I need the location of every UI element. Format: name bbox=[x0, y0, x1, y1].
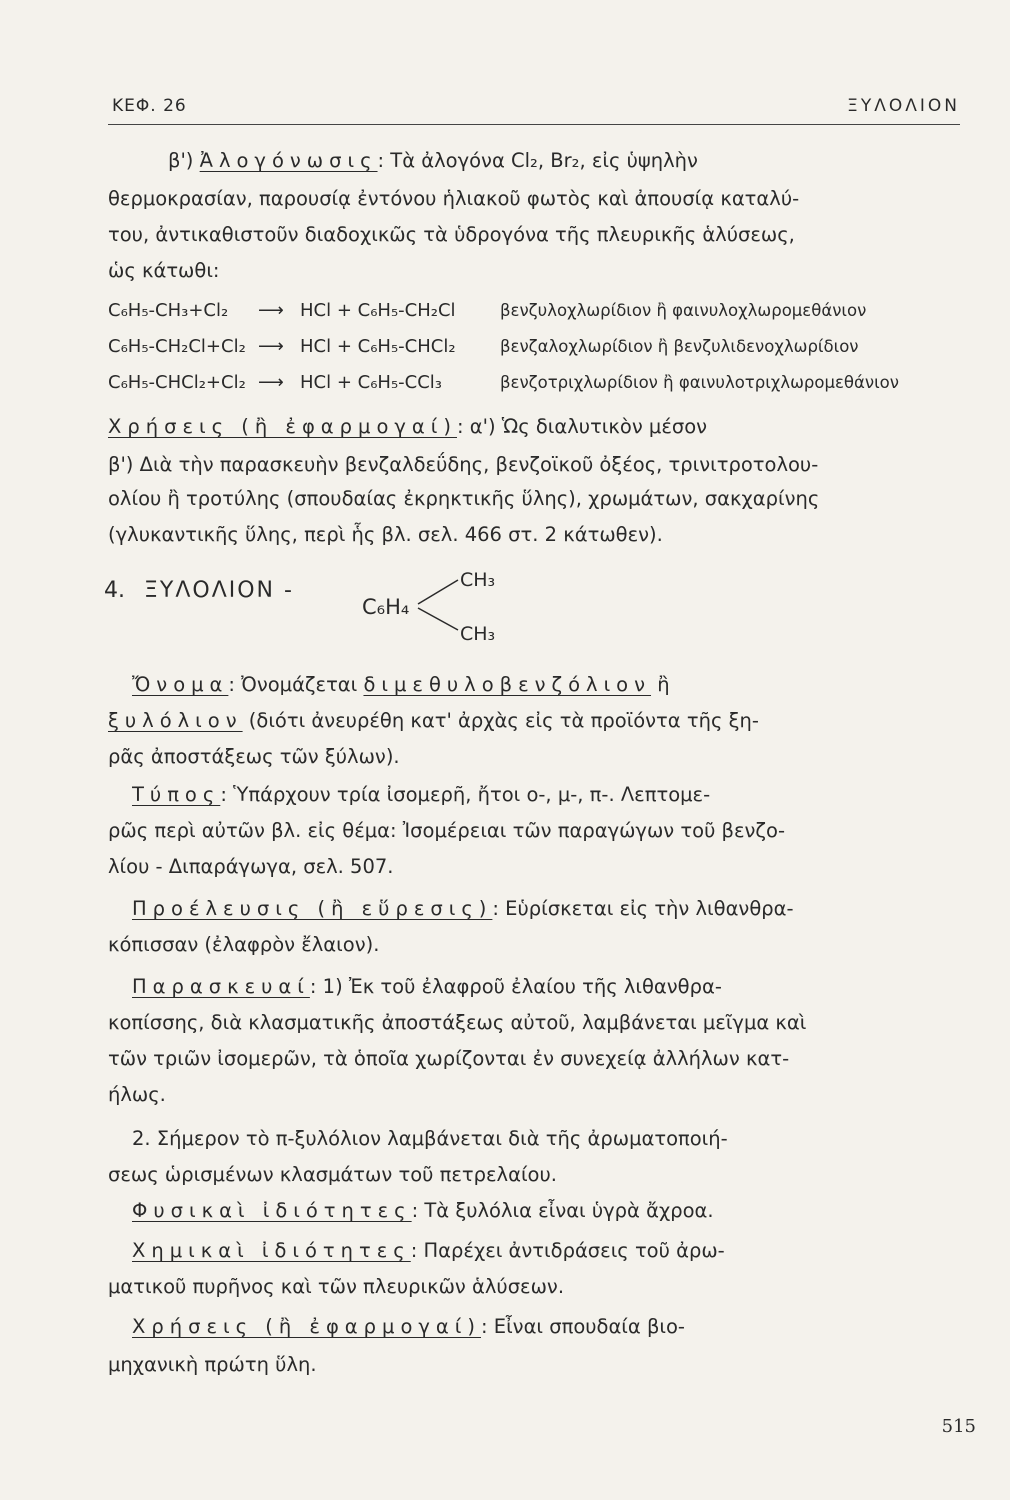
bond-line bbox=[418, 608, 458, 630]
chemical-properties-line bbox=[132, 1236, 992, 1266]
xylene-structure bbox=[362, 564, 502, 644]
physical-properties-line bbox=[132, 1196, 992, 1226]
text-line bbox=[108, 706, 968, 736]
reaction-2 bbox=[108, 332, 968, 362]
reaction-3 bbox=[108, 368, 968, 398]
type-heading: Τύπος bbox=[132, 783, 221, 806]
preparation-line bbox=[132, 972, 992, 1002]
product-name: βενζυλοχλωρίδιον ἢ φαινυλοχλωρομεθάνιον bbox=[500, 301, 867, 320]
applications-line bbox=[132, 1312, 992, 1342]
compound-title: ΞΥΛΟΛΙΟΝ - bbox=[144, 578, 294, 603]
section-title: ΞΥΛΟΛΙΟΝ bbox=[847, 96, 960, 116]
uses-line bbox=[108, 412, 968, 442]
text-line: β') Διὰ τὴν παρασκευὴν βενζαλδεΰδης, βενζοϊκοῦ ὀξέος, τρινιτροτολου- bbox=[108, 453, 819, 476]
halogenation-heading-line bbox=[168, 146, 1010, 176]
page-number: 515 bbox=[941, 1416, 976, 1437]
product-name: βενζαλοχλωρίδιον ἢ βενζυλιδενοχλωρίδιον bbox=[500, 337, 859, 356]
reactants: C₆H₅-CH₃+Cl₂ bbox=[108, 300, 229, 321]
chemical-properties-heading: Χημικαὶ ἰδιότητες bbox=[132, 1239, 411, 1262]
uses-heading: Χρήσεις (ἢ ἐφαρμογαί) bbox=[108, 415, 457, 438]
systematic-name: διμεθυλοβενζόλιον bbox=[363, 673, 652, 696]
text-segment: : 1) Ἐκ τοῦ ἐλαφροῦ ἐλαίου τῆς λιθανθρα- bbox=[309, 975, 722, 998]
arrow-icon: ⟶ bbox=[258, 372, 284, 393]
common-name: ξυλόλιον bbox=[108, 709, 243, 732]
origin-heading: Προέλευσις (ἢ εὕρεσις) bbox=[132, 897, 493, 920]
type-line bbox=[132, 780, 992, 810]
text-line: σεως ὡρισμένων κλασμάτων τοῦ πετρελαίου. bbox=[108, 1163, 557, 1186]
reaction-1 bbox=[108, 296, 968, 326]
preparation-heading: Παρασκευαί bbox=[132, 975, 310, 998]
text-segment: : Εἶναι σπουδαία βιο- bbox=[480, 1315, 685, 1338]
products: HCl + C₆H₅-CH₂Cl bbox=[300, 300, 456, 321]
text-line: ολίου ἢ τροτύλης (σπουδαίας ἐκρηκτικῆς ὕλης), χρωμάτων, σακχαρίνης bbox=[108, 487, 820, 510]
name-line bbox=[132, 670, 992, 700]
text-line: μηχανικὴ πρώτη ὕλη. bbox=[108, 1353, 317, 1376]
text-segment: : Ὀνομάζεται bbox=[228, 673, 364, 696]
methyl-group: CH₃ bbox=[460, 569, 496, 591]
text-line: του, ἀντικαθιστοῦν διαδοχικῶς τὰ ὑδρογόνα τῆς πλευρικῆς ἁλύσεως, bbox=[108, 223, 795, 246]
header-rule bbox=[108, 124, 960, 125]
methyl-group: CH₃ bbox=[460, 623, 496, 644]
products: HCl + C₆H₅-CCl₃ bbox=[300, 372, 443, 393]
text-segment: (διότι ἀνευρέθη κατ' ἀρχὰς εἰς τὰ προϊόντα τῆς ξη- bbox=[242, 709, 759, 732]
text-line: κόπισσαν (ἐλαφρὸν ἔλαιον). bbox=[108, 933, 380, 956]
reactants: C₆H₅-CHCl₂+Cl₂ bbox=[108, 372, 246, 393]
text-line: ρᾶς ἀποστάξεως τῶν ξύλων). bbox=[108, 745, 400, 768]
text-segment: : Τὰ ἀλογόνα Cl₂, Br₂, εἰς ὑψηλὴν bbox=[377, 149, 698, 172]
item-marker: β') bbox=[168, 149, 200, 172]
name-heading: Ὄνομα bbox=[132, 673, 229, 696]
text-segment: ἢ bbox=[651, 673, 670, 696]
text-line: ὡς κάτωθι: bbox=[108, 259, 220, 282]
halogenation-heading: Ἀλογόνωσις bbox=[199, 149, 378, 172]
origin-line bbox=[132, 894, 992, 924]
text-line: (γλυκαντικῆς ὕλης, περὶ ἧς βλ. σελ. 466 στ. 2 κάτωθεν). bbox=[108, 523, 663, 546]
text-line: θερμοκρασίαν, παρουσίᾳ ἐντόνου ἡλιακοῦ φωτὸς καὶ ἀπουσίᾳ καταλύ- bbox=[108, 187, 800, 210]
product-name: βενζοτριχλωρίδιον ἢ φαινυλοτριχλωρομεθάνιον bbox=[500, 373, 899, 392]
applications-heading: Χρήσεις (ἢ ἐφαρμογαί) bbox=[132, 1315, 481, 1338]
text-segment: : α') Ὡς διαλυτικὸν μέσον bbox=[456, 415, 708, 438]
text-line: ματικοῦ πυρῆνος καὶ τῶν πλευρικῶν ἁλύσεων. bbox=[108, 1275, 565, 1298]
products: HCl + C₆H₅-CHCl₂ bbox=[300, 336, 456, 357]
text-segment: : Παρέχει ἀντιδράσεις τοῦ ἀρω- bbox=[410, 1239, 725, 1262]
text-line: ήλως. bbox=[108, 1083, 166, 1106]
text-segment: : Εὑρίσκεται εἰς τὴν λιθανθρα- bbox=[492, 897, 794, 920]
section-number: 4. bbox=[104, 578, 125, 603]
text-line: λίου - Διπαράγωγα, σελ. 507. bbox=[108, 855, 394, 878]
chapter-label: ΚΕΦ. 26 bbox=[112, 96, 187, 116]
text-line: 2. Σήμερον τὸ π-ξυλόλιον λαμβάνεται διὰ τῆς ἀρωματοποιή- bbox=[132, 1127, 728, 1150]
reactants: C₆H₅-CH₂Cl+Cl₂ bbox=[108, 336, 246, 357]
text-line: τῶν τριῶν ἰσομερῶν, τὰ ὁποῖα χωρίζονται ἐν συνεχείᾳ ἀλλήλων κατ- bbox=[108, 1047, 790, 1070]
text-line: ρῶς περὶ αὐτῶν βλ. εἰς θέμα: Ἰσομέρειαι τῶν παραγώγων τοῦ βενζο- bbox=[108, 819, 785, 842]
bond-line bbox=[418, 580, 458, 604]
xylene-formula bbox=[104, 558, 504, 648]
text-segment: : Τὰ ξυλόλια εἶναι ὑγρὰ ἄχροα. bbox=[411, 1199, 714, 1222]
text-line: κοπίσσης, διὰ κλασματικῆς ἀποστάξεως αὐτοῦ, λαμβάνεται μεῖγμα καὶ bbox=[108, 1011, 807, 1034]
arrow-icon: ⟶ bbox=[258, 336, 284, 357]
text-segment: : Ὑπάρχουν τρία ἰσομερῆ, ἤτοι ο-, μ-, π-. Λεπτομε- bbox=[220, 783, 711, 806]
ring-formula: C₆H₄ bbox=[362, 595, 410, 619]
physical-properties-heading: Φυσικαὶ ἰδιότητες bbox=[132, 1199, 412, 1222]
arrow-icon: ⟶ bbox=[258, 300, 284, 321]
